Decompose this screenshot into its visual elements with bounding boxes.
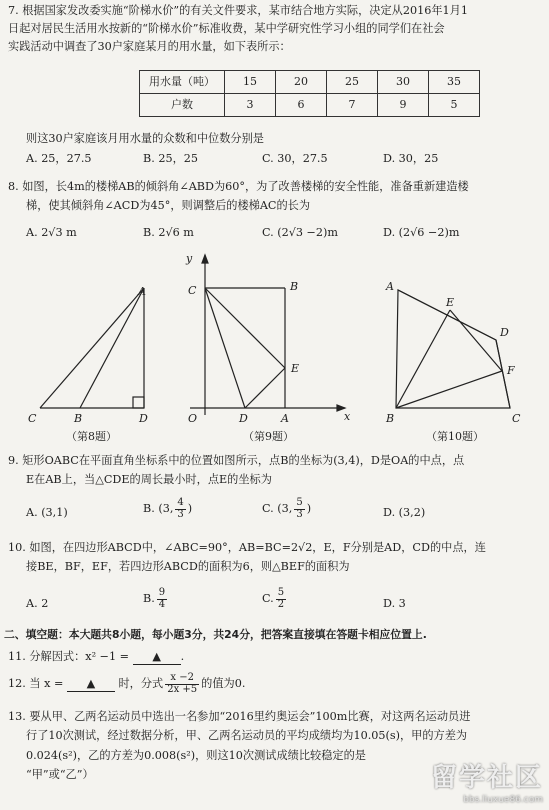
table-cell: 25 bbox=[327, 71, 378, 94]
water-usage-table bbox=[139, 70, 480, 117]
q8-option-d: D. (2√6 −2)m bbox=[383, 226, 460, 239]
table-cell: 35 bbox=[429, 71, 480, 94]
section-2-heading: 二、填空题：本大题共8小题，每小题3分，共24分，把答案直接填在答题卡相应位置上. bbox=[4, 628, 427, 641]
q8-option-c: C. (2√3 −2)m bbox=[262, 226, 339, 239]
table-header-usage: 用水量（吨） bbox=[140, 71, 225, 94]
q7-option-a: A. 25，27.5 bbox=[26, 152, 92, 165]
fraction-numerator: x −2 bbox=[165, 673, 199, 685]
q7-question: 则这30户家庭该月用水量的众数和中位数分别是 bbox=[26, 132, 264, 145]
figure-9 bbox=[190, 255, 345, 415]
fig8-label-a: A bbox=[138, 285, 146, 298]
q7-option-d: D. 30，25 bbox=[383, 152, 439, 165]
fig10-label-c: C bbox=[512, 412, 521, 425]
q10-line2: 接BE，BF，EF，若四边形ABCD的面积为6，则△BEF的面积为 bbox=[26, 560, 350, 573]
fraction-denominator: 2 bbox=[277, 598, 285, 610]
q9-option-b-prefix: B. (3, bbox=[143, 502, 174, 515]
q8-option-b: B. 2√6 m bbox=[143, 226, 194, 239]
q9-option-d: D. (3,2) bbox=[383, 506, 426, 519]
fig9-label-a: A bbox=[281, 412, 289, 425]
fig8-caption: （第8题） bbox=[66, 430, 117, 443]
q10-option-b bbox=[143, 588, 169, 610]
q11-answer-blank: ▲ bbox=[133, 650, 181, 665]
q9-option-b-suffix: ) bbox=[187, 502, 193, 515]
q9-option-c bbox=[262, 498, 311, 520]
fraction-denominator: 3 bbox=[296, 508, 303, 520]
fraction-numerator: 5 bbox=[277, 587, 285, 598]
fig9-caption: （第9题） bbox=[243, 430, 294, 443]
q7-line3: 实践活动中调查了30户家庭某月的用水量，如下表所示： bbox=[8, 40, 291, 53]
fig9-label-e: E bbox=[291, 362, 300, 375]
q10-option-a: A. 2 bbox=[26, 597, 49, 610]
fig9-label-x: x bbox=[344, 410, 351, 423]
fraction-denominator: 3 bbox=[177, 508, 184, 520]
q10-option-b-fraction bbox=[157, 588, 167, 610]
q12 bbox=[8, 673, 245, 695]
q8-line1: 8. 如图，长4m的楼梯AB的倾斜角∠ABD为60°，为了改善楼梯的安全性能，准备重新建造楼 bbox=[8, 180, 469, 193]
q7-line2: 日起对居民生活用水按新的“阶梯水价”标准收费，某中学研究性学习小组的同学们在社会 bbox=[8, 22, 445, 35]
q12-text-start: 12. 当 x = bbox=[8, 677, 64, 690]
figure-8 bbox=[40, 288, 144, 408]
fraction-numerator: 9 bbox=[158, 587, 166, 598]
q13-line3: 0.024(s²)，乙的方差为0.008(s²)，则这10次测试成绩比较稳定的是 bbox=[26, 749, 366, 762]
q9-line2: E在AB上，当△CDE的周长最小时，点E的坐标为 bbox=[26, 473, 272, 486]
q9-option-c-prefix: C. (3, bbox=[262, 502, 293, 515]
q8-line2: 梯，使其倾斜角∠ACD为45°，则调整后的楼梯AC的长为 bbox=[26, 199, 311, 212]
q9-option-b bbox=[143, 498, 192, 520]
fraction-denominator: 2x +5 bbox=[167, 683, 198, 695]
watermark bbox=[431, 762, 543, 806]
fig10-label-d: D bbox=[500, 326, 509, 339]
fraction-numerator: 4 bbox=[177, 497, 184, 508]
q10-option-d: D. 3 bbox=[383, 597, 406, 610]
q7-line1: 7. 根据国家发改委实施“阶梯水价”的有关文件要求，某市结合地方实际，决定从2016年1月1 bbox=[8, 4, 468, 17]
q9-option-b-fraction bbox=[175, 498, 185, 520]
table-cell: 20 bbox=[276, 71, 327, 94]
q12-answer-blank: ▲ bbox=[67, 677, 115, 692]
q12-text-mid: 时，分式 bbox=[118, 677, 164, 690]
fig8-label-b: B bbox=[74, 412, 83, 425]
q9-line1: 9. 矩形OABC在平面直角坐标系中的位置如图所示，点B的坐标为(3,4)，D是OA的中点，点 bbox=[8, 454, 465, 467]
q10-line1: 10. 如图，在四边形ABCD中，∠ABC=90°，AB=BC=2√2，E，F分别是AD，CD的中点，连 bbox=[8, 541, 486, 554]
q13-line2: 行了10次测试，经过数据分析，甲、乙两名运动员的平均成绩均为10.05(s)，甲的方差为 bbox=[26, 729, 468, 742]
q9-option-c-suffix: ) bbox=[306, 502, 312, 515]
q11-text: 11. 分解因式：x² −1 = bbox=[8, 650, 130, 663]
table-cell: 5 bbox=[429, 94, 480, 117]
table-cell: 15 bbox=[225, 71, 276, 94]
table-cell: 6 bbox=[276, 94, 327, 117]
fig8-label-d: D bbox=[139, 412, 148, 425]
fraction-numerator: 5 bbox=[296, 497, 303, 508]
figures-area bbox=[0, 250, 549, 450]
fraction-denominator: 4 bbox=[158, 598, 166, 610]
table-row bbox=[140, 71, 480, 94]
fig10-caption: （第10题） bbox=[426, 430, 484, 443]
q7-option-b: B. 25，25 bbox=[143, 152, 198, 165]
fig9-label-b: B bbox=[290, 280, 299, 293]
table-header-households: 户数 bbox=[140, 94, 225, 117]
q12-fraction bbox=[165, 673, 199, 695]
table-row bbox=[140, 94, 480, 117]
watermark-url: bbs.liuxue86.com bbox=[463, 794, 543, 805]
fig10-label-f: F bbox=[507, 364, 515, 377]
q12-text-end: 的值为0. bbox=[201, 677, 246, 690]
q10-option-c-fraction bbox=[276, 588, 286, 610]
table-cell: 30 bbox=[378, 71, 429, 94]
table-cell: 7 bbox=[327, 94, 378, 117]
fig9-label-y: y bbox=[186, 252, 193, 265]
q7-option-c: C. 30，27.5 bbox=[262, 152, 328, 165]
q9-option-a: A. (3,1) bbox=[26, 506, 68, 519]
q13-line1: 13. 要从甲、乙两名运动员中选出一名参加“2016里约奥运会”100m比赛，对这两名运动员进 bbox=[8, 710, 471, 723]
fig10-label-b: B bbox=[386, 412, 395, 425]
q10-option-c-prefix: C. bbox=[262, 592, 274, 605]
fig9-label-c: C bbox=[188, 284, 197, 297]
q10-option-c bbox=[262, 588, 288, 610]
fig9-label-d: D bbox=[239, 412, 248, 425]
q10-option-b-prefix: B. bbox=[143, 592, 155, 605]
q8-option-a: A. 2√3 m bbox=[26, 226, 77, 239]
fig10-label-a: A bbox=[386, 280, 394, 293]
q11 bbox=[8, 650, 184, 665]
q9-option-c-fraction bbox=[294, 498, 304, 520]
q11-period: . bbox=[180, 650, 185, 663]
fig10-label-e: E bbox=[446, 296, 455, 309]
table-cell: 9 bbox=[378, 94, 429, 117]
q13-line4: “甲”或“乙”） bbox=[26, 768, 94, 781]
fig9-label-o: O bbox=[188, 412, 198, 425]
fig8-label-c: C bbox=[28, 412, 37, 425]
watermark-brand: 留学社区 bbox=[430, 763, 543, 794]
table-cell: 3 bbox=[225, 94, 276, 117]
